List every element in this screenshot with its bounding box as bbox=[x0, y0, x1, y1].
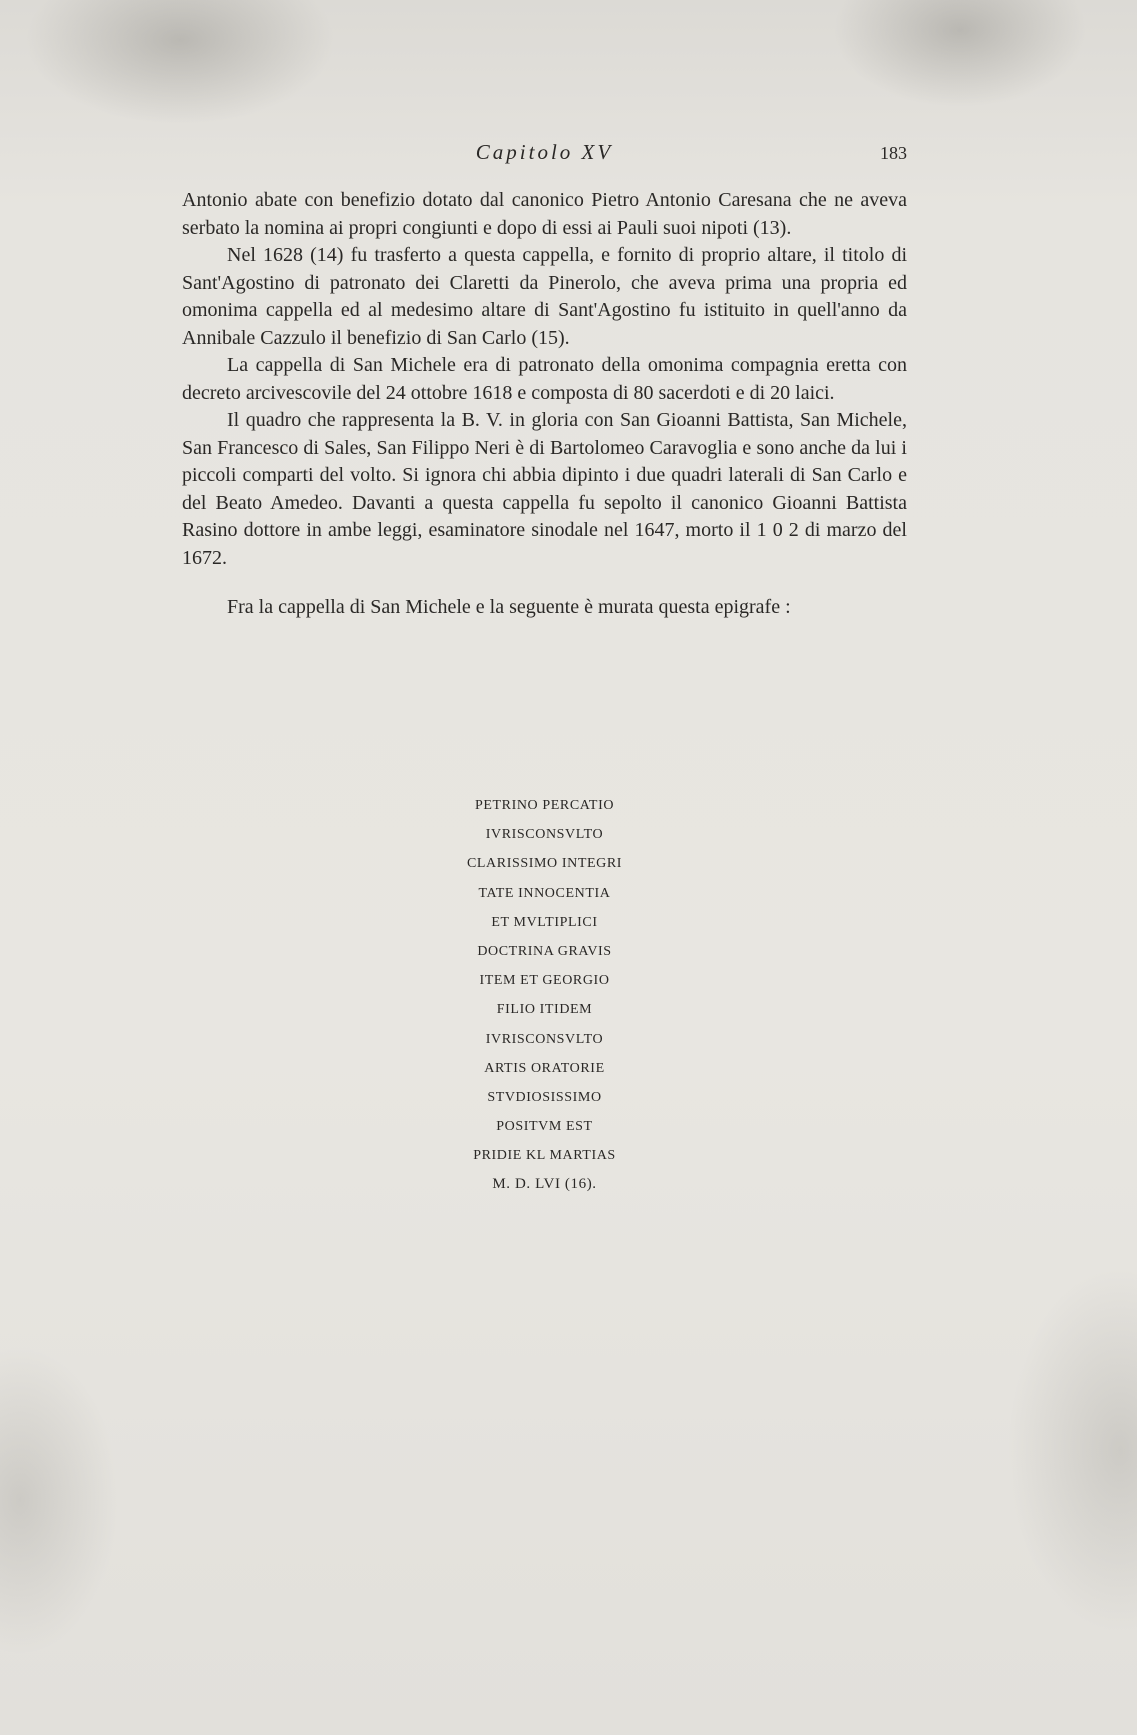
epigraph-line: FILIO ITIDEM bbox=[496, 1002, 593, 1018]
page-number: 183 bbox=[880, 143, 907, 163]
epigraph-line: M. D. LVI (16). bbox=[492, 1176, 597, 1193]
epigraph-line: PRIDIE KL MARTIAS bbox=[473, 1148, 616, 1164]
paragraph-1: Antonio abate con benefizio dotato dal canonico Pietro Antonio Caresana che ne aveva serbato la nomina ai propri congiunti e dopo di essi ai Pauli suoi nipoti (13). bbox=[182, 189, 907, 239]
body-text bbox=[182, 187, 907, 622]
epigraph-line: DOCTRINA GRAVIS bbox=[477, 943, 612, 959]
epigraph-line: PETRINO PERCATIO bbox=[474, 798, 615, 813]
running-title: Capitolo XV bbox=[475, 140, 614, 164]
paragraph-5: Fra la cappella di San Michele e la seguente è murata questa epigrafe : bbox=[227, 596, 791, 618]
epigraph-line: ARTIS ORATORIE bbox=[484, 1060, 605, 1076]
epigraph-line: ET MVLTIPLICI bbox=[491, 914, 598, 930]
epigraph-line: POSITVM EST bbox=[496, 1119, 593, 1135]
running-head bbox=[182, 140, 907, 170]
epigraph-line: IVRISCONSVLTO bbox=[485, 1031, 604, 1047]
paragraph-2: Nel 1628 (14) fu trasferto a questa cappella, e fornito di proprio altare, il titolo di Sant'Agostino di patronato dei Claretti da Pinerolo, che aveva prima una propria ed omonima cappella ed al medesimo altare di Sant'Agostino fu istituito in quell'anno da Annibale Cazzulo il benefizio di San Carlo (15). bbox=[182, 244, 907, 349]
paragraph-3: La cappella di San Michele era di patronato della omonima compagnia eretta con decreto arcivescovile del 24 ottobre 1618 e composta di 80 sacerdoti e di 20 laici. bbox=[182, 354, 907, 404]
epigraph-line: ITEM ET GEORGIO bbox=[479, 973, 610, 989]
epigraph-line: TATE INNOCENTIA bbox=[478, 885, 611, 901]
paragraph-4: Il quadro che rappresenta la B. V. in gloria con San Gioanni Battista, San Michele, San Francesco di Sales, San Filippo Neri è di Bartolomeo Caravoglia e sono anche da lui i piccoli comparti del volto. Si ignora chi abbia dipinto i due quadri laterali di San Carlo e del Beato Amedeo. Davanti a questa cappella fu sepolto il canonico Gioanni Battista Rasino dottore in ambe leggi, esaminatore sinodale nel 1647, morto il 1 0 2 di marzo del 1672. bbox=[182, 409, 907, 569]
epigraph-line: STVDIOSISSIMO bbox=[487, 1089, 602, 1105]
epigraph-line: IVRISCONSVLTO bbox=[485, 827, 604, 843]
epigraph bbox=[182, 791, 907, 1200]
epigraph-line: CLARISSIMO INTEGRI bbox=[466, 856, 623, 872]
